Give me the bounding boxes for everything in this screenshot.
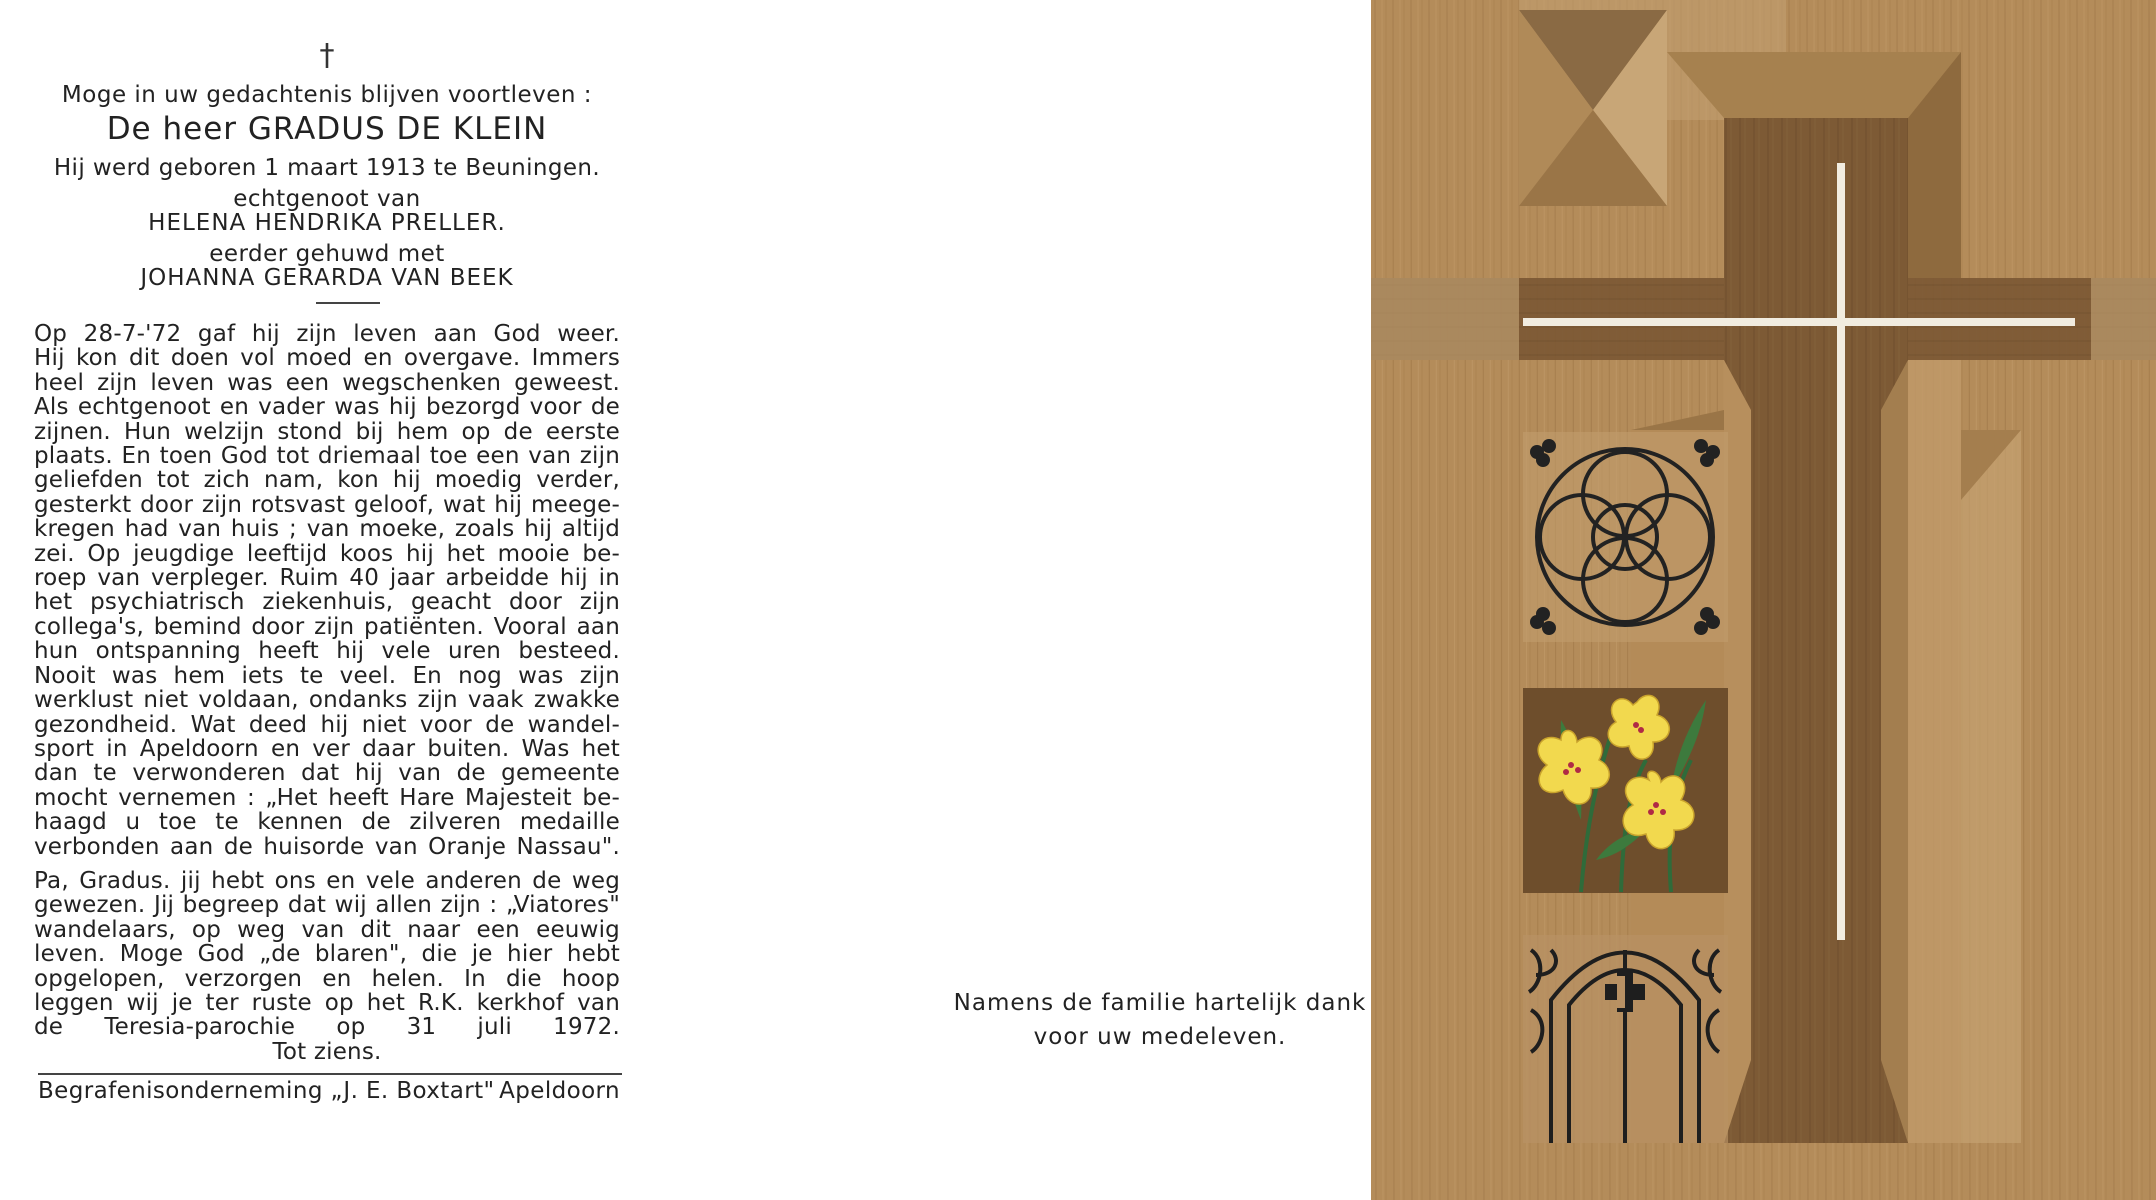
undertaker-name: Begrafenisonderneming „J. E. Boxtart" bbox=[38, 1078, 495, 1104]
eulogy-line: zijnen. Hun welzijn stond bij hem op de eerste bbox=[34, 418, 620, 445]
former-spouse-name: JOHANNA GERARDA VAN BEEK bbox=[140, 265, 514, 291]
eulogy-line: Hij kon dit doen vol moed en overgave. Immers bbox=[34, 345, 620, 372]
thank-you-note bbox=[880, 986, 1440, 1054]
marquetry-cross-artwork bbox=[1371, 0, 2156, 1200]
deceased-name: De heer GRADUS DE KLEIN bbox=[106, 111, 548, 147]
eulogy-line: heel zijn leven was een wegschenken geweest. bbox=[34, 369, 620, 396]
intro-line: Moge in uw gedachtenis blijven voortleven : bbox=[61, 82, 593, 108]
divider-long bbox=[38, 1073, 622, 1075]
undertaker-place: Apeldoorn bbox=[499, 1078, 620, 1104]
eulogy-line: haagd u toe te kennen de zilveren medaille bbox=[34, 809, 620, 836]
eulogy-line: het psychiatrisch ziekenhuis, geacht door zijn bbox=[34, 589, 620, 616]
eulogy-line: sport in Apeldoorn en ver daar buiten. Was het bbox=[34, 735, 620, 762]
gothic-arch-panel bbox=[1523, 935, 1728, 1143]
eulogy-line: collega's, bemind door zijn patiënten. Vooral aan bbox=[34, 613, 620, 640]
former-spouse-intro: eerder gehuwd met bbox=[209, 241, 445, 267]
white-cross-horizontal bbox=[1523, 318, 2075, 326]
eulogy-line: gesterkt door zijn rotsvast geloof, wat hij meege- bbox=[34, 491, 620, 518]
eulogy-line: opgelopen, verzorgen en helen. In die hoop bbox=[34, 965, 620, 992]
spouse-intro: echtgenoot van bbox=[233, 186, 421, 212]
eulogy-line: de Teresia-parochie op 31 juli 1972. bbox=[34, 1014, 620, 1041]
quatrefoil-panel bbox=[1523, 432, 1728, 642]
eulogy-line: Pa, Gradus. jij hebt ons en vele anderen de weg bbox=[34, 867, 620, 894]
eulogy-line: leggen wij je ter ruste op het R.K. kerkhof van bbox=[34, 989, 620, 1016]
eulogy-paragraph-2 bbox=[34, 869, 620, 1040]
divider-short bbox=[316, 302, 380, 304]
eulogy-paragraph-1 bbox=[34, 322, 620, 859]
eulogy-line: plaats. En toen God tot driemaal toe een van zijn bbox=[34, 443, 620, 470]
eulogy-line: leven. Moge God „de blaren", die je hier hebt bbox=[34, 941, 620, 968]
closing-line: Tot ziens. bbox=[272, 1038, 382, 1065]
eulogy-line: gezondheid. Wat deed hij niet voor de wandel- bbox=[34, 711, 620, 738]
eulogy-line: mocht vernemen : „Het heeft Hare Majesteit be- bbox=[34, 784, 620, 811]
cross-icon: † bbox=[319, 38, 335, 73]
thanks-line-1: Namens de familie hartelijk dank bbox=[953, 990, 1367, 1016]
eulogy-line: Als echtgenoot en vader was hij bezorgd voor de bbox=[34, 394, 620, 421]
eulogy-line: dan te verwonderen dat hij van de gemeente bbox=[34, 760, 620, 787]
thanks-line-2: voor uw medeleven. bbox=[1033, 1024, 1287, 1050]
memorial-text-column bbox=[34, 0, 620, 1200]
white-cross-vertical bbox=[1837, 163, 1845, 940]
birth-line: Hij werd geboren 1 maart 1913 te Beuningen. bbox=[53, 155, 601, 181]
eulogy-line: werklust niet voldaan, ondanks zijn vaak zwakke bbox=[34, 687, 620, 714]
eulogy-line: kregen had van huis ; van moeke, zoals hij altijd bbox=[34, 516, 620, 543]
eulogy-line: geliefden tot zich nam, kon hij moedig verder, bbox=[34, 467, 620, 494]
eulogy-line: wandelaars, op weg van dit naar een eeuwig bbox=[34, 916, 620, 943]
lily-panel bbox=[1523, 688, 1728, 893]
eulogy-line: hun ontspanning heeft hij vele uren besteed. bbox=[34, 638, 620, 665]
eulogy-line: zei. Op jeugdige leeftijd koos hij het mooie be- bbox=[34, 540, 620, 567]
eulogy-text bbox=[34, 322, 620, 1064]
eulogy-line: gewezen. Jij begreep dat wij allen zijn : „Viatores" bbox=[34, 892, 620, 919]
eulogy-line: Op 28-7-'72 gaf hij zijn leven aan God weer. bbox=[34, 321, 620, 347]
eulogy-line: Nooit was hem iets te veel. En nog was zijn bbox=[34, 662, 620, 689]
eulogy-line: roep van verpleger. Ruim 40 jaar arbeidde hij in bbox=[34, 565, 620, 592]
spouse-name: HELENA HENDRIKA PRELLER. bbox=[148, 210, 506, 236]
eulogy-line: verbonden aan de huisorde van Oranje Nassau". bbox=[34, 833, 620, 860]
